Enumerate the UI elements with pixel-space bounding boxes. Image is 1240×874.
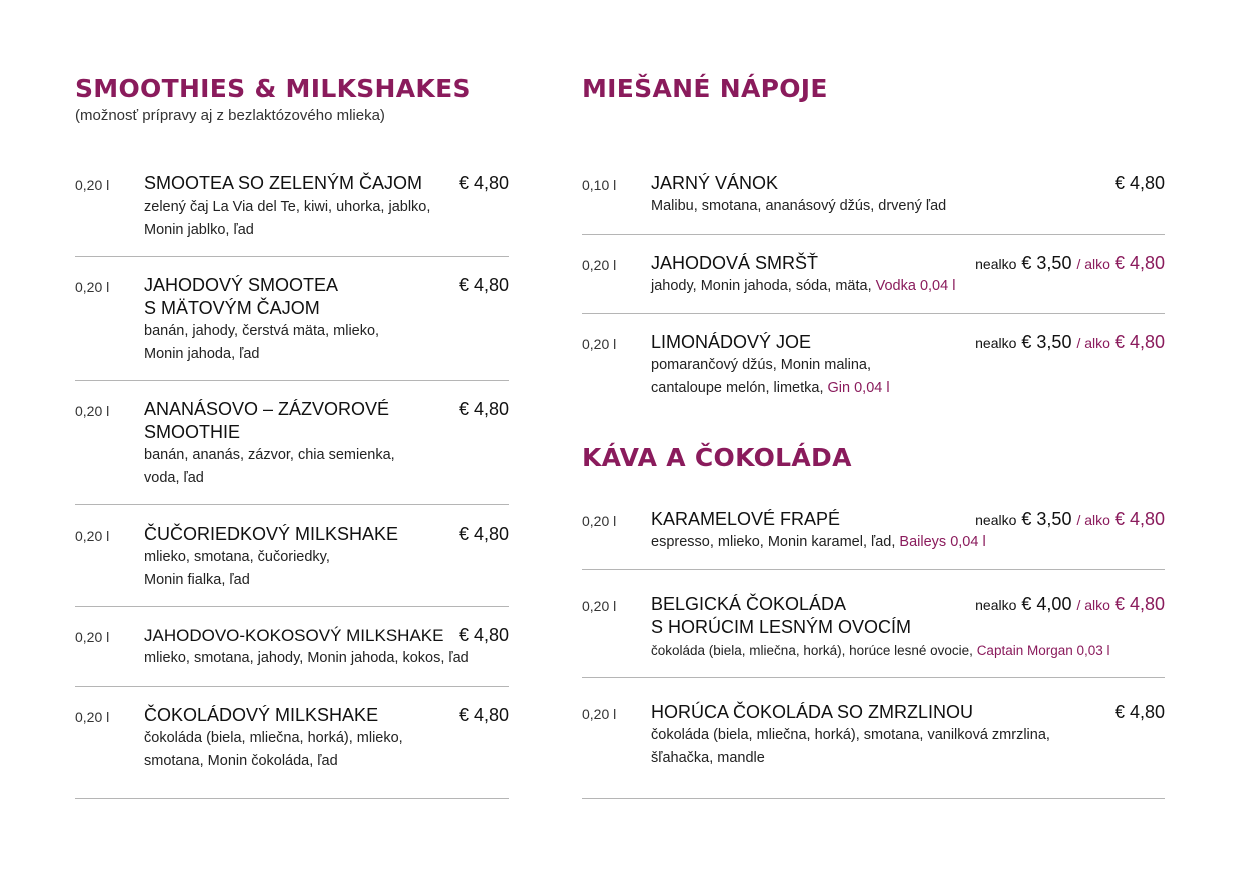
item-ingredients: espresso, mlieko, Monin karamel, ľad,	[651, 534, 900, 550]
nealko-label: nealko	[975, 256, 1017, 272]
alko-price: € 4,80	[1114, 253, 1165, 273]
item-name: ANANÁSOVO – ZÁZVOROVÉ SMOOTHIE	[144, 399, 390, 442]
item-description: banán, jahody, čerstvá mäta, mlieko, Monin jahoda, ľad	[144, 323, 380, 362]
item-price	[975, 508, 1165, 532]
item-volume: 0,20 l	[582, 598, 617, 614]
item-volume: 0,20 l	[582, 706, 617, 722]
item-name: ČOKOLÁDOVÝ MILKSHAKE	[144, 705, 379, 725]
item-volume: 0,20 l	[75, 403, 110, 419]
item-name: JAHODOVO-KOKOSOVÝ MILKSHAKE	[144, 626, 444, 645]
item-ingredients: čokoláda (biela, mliečna, horká), horúce lesné ovocie,	[651, 643, 977, 658]
nealko-price: € 4,00	[1021, 594, 1072, 614]
nealko-label: nealko	[975, 335, 1017, 351]
item-volume: 0,20 l	[582, 513, 617, 529]
item-ingredients: pomarančový džús, Monin malina, cantaloupe melón, limetka,	[651, 357, 872, 396]
menu-item	[582, 252, 1165, 314]
item-description: mlieko, smotana, čučoriedky, Monin fialka, ľad	[144, 549, 330, 588]
menu-item	[75, 398, 509, 505]
item-name: BELGICKÁ ČOKOLÁDA S HORÚCIM LESNÝM OVOCÍM	[651, 594, 912, 637]
item-price: € 4,80	[458, 275, 509, 295]
item-description	[651, 354, 890, 400]
menu-item	[582, 172, 1165, 235]
item-price: € 4,80	[458, 524, 509, 544]
alko-label: / alko	[1076, 512, 1110, 528]
nealko-label: nealko	[975, 512, 1017, 528]
menu-item	[582, 508, 1165, 570]
item-ingredients: jahody, Monin jahoda, sóda, mäta,	[651, 278, 876, 294]
item-price: € 4,80	[458, 625, 509, 645]
item-name: HORÚCA ČOKOLÁDA SO ZMRZLINOU	[651, 702, 974, 722]
alko-price: € 4,80	[1114, 594, 1165, 614]
item-price: € 4,80	[458, 705, 509, 725]
item-name: JAHODOVÝ SMOOTEA S MÄTOVÝM ČAJOM	[144, 275, 339, 318]
item-volume: 0,20 l	[582, 257, 617, 273]
item-alcohol: Captain Morgan 0,03 l	[976, 643, 1110, 658]
item-price: € 4,80	[458, 173, 509, 193]
item-price	[975, 331, 1165, 355]
item-description	[651, 639, 1110, 662]
item-name: KARAMELOVÉ FRAPÉ	[651, 509, 841, 529]
item-volume: 0,20 l	[75, 528, 110, 544]
item-description: banán, ananás, zázvor, chia semienka, voda, ľad	[144, 447, 395, 486]
item-name: JAHODOVÁ SMRŠŤ	[651, 253, 819, 273]
menu-item	[582, 593, 1165, 678]
item-volume: 0,20 l	[75, 177, 110, 193]
nealko-price: € 3,50	[1021, 509, 1072, 529]
menu-item	[75, 172, 509, 257]
nealko-price: € 3,50	[1021, 332, 1072, 352]
menu-item	[75, 704, 509, 799]
section-title-mixed-drinks: MIEŠANÉ NÁPOJE	[582, 74, 828, 103]
item-volume: 0,20 l	[75, 629, 110, 645]
item-price: € 4,80	[458, 399, 509, 419]
section-title-coffee-chocolate: KÁVA A ČOKOLÁDA	[582, 443, 852, 472]
item-description	[651, 275, 955, 298]
menu-item	[582, 331, 1165, 402]
item-price: € 4,80	[1114, 173, 1165, 193]
alko-label: / alko	[1076, 335, 1110, 351]
nealko-price: € 3,50	[1021, 253, 1072, 273]
item-alcohol: Baileys 0,04 l	[899, 534, 986, 550]
alko-label: / alko	[1076, 597, 1110, 613]
item-description: čokoláda (biela, mliečna, horká), mlieko, smotana, Monin čokoláda, ľad	[144, 730, 403, 769]
item-alcohol: Vodka 0,04 l	[875, 278, 956, 294]
item-description	[651, 531, 986, 554]
item-name: SMOOTEA SO ZELENÝM ČAJOM	[144, 173, 423, 193]
item-description: čokoláda (biela, mliečna, horká), smotana, vanilková zmrzlina, šľahačka, mandle	[651, 727, 1050, 766]
item-volume: 0,20 l	[75, 709, 110, 725]
alko-price: € 4,80	[1114, 509, 1165, 529]
item-price	[975, 252, 1165, 276]
item-description: mlieko, smotana, jahody, Monin jahoda, kokos, ľad	[144, 650, 469, 666]
item-price	[975, 593, 1165, 617]
menu-item	[75, 523, 509, 607]
item-volume: 0,10 l	[582, 177, 617, 193]
section-subtitle: (možnosť prípravy aj z bezlaktózového mlieka)	[75, 107, 385, 124]
alko-label: / alko	[1076, 256, 1110, 272]
item-name: JARNÝ VÁNOK	[651, 173, 779, 193]
nealko-label: nealko	[975, 597, 1017, 613]
section-title-smoothies: SMOOTHIES & MILKSHAKES	[75, 74, 471, 103]
menu-item	[582, 701, 1165, 799]
item-price: € 4,80	[1114, 702, 1165, 722]
item-volume: 0,20 l	[75, 279, 110, 295]
item-volume: 0,20 l	[582, 336, 617, 352]
item-description: Malibu, smotana, ananásový džús, drvený ľad	[651, 198, 947, 214]
item-name: ČUČORIEDKOVÝ MILKSHAKE	[144, 524, 399, 544]
item-description: zelený čaj La Via del Te, kiwi, uhorka, jablko, Monin jablko, ľad	[144, 199, 431, 238]
alko-price: € 4,80	[1114, 332, 1165, 352]
menu-item	[75, 274, 509, 381]
item-name: LIMONÁDOVÝ JOE	[651, 332, 812, 352]
item-alcohol: Gin 0,04 l	[827, 380, 890, 396]
menu-item	[75, 624, 509, 687]
